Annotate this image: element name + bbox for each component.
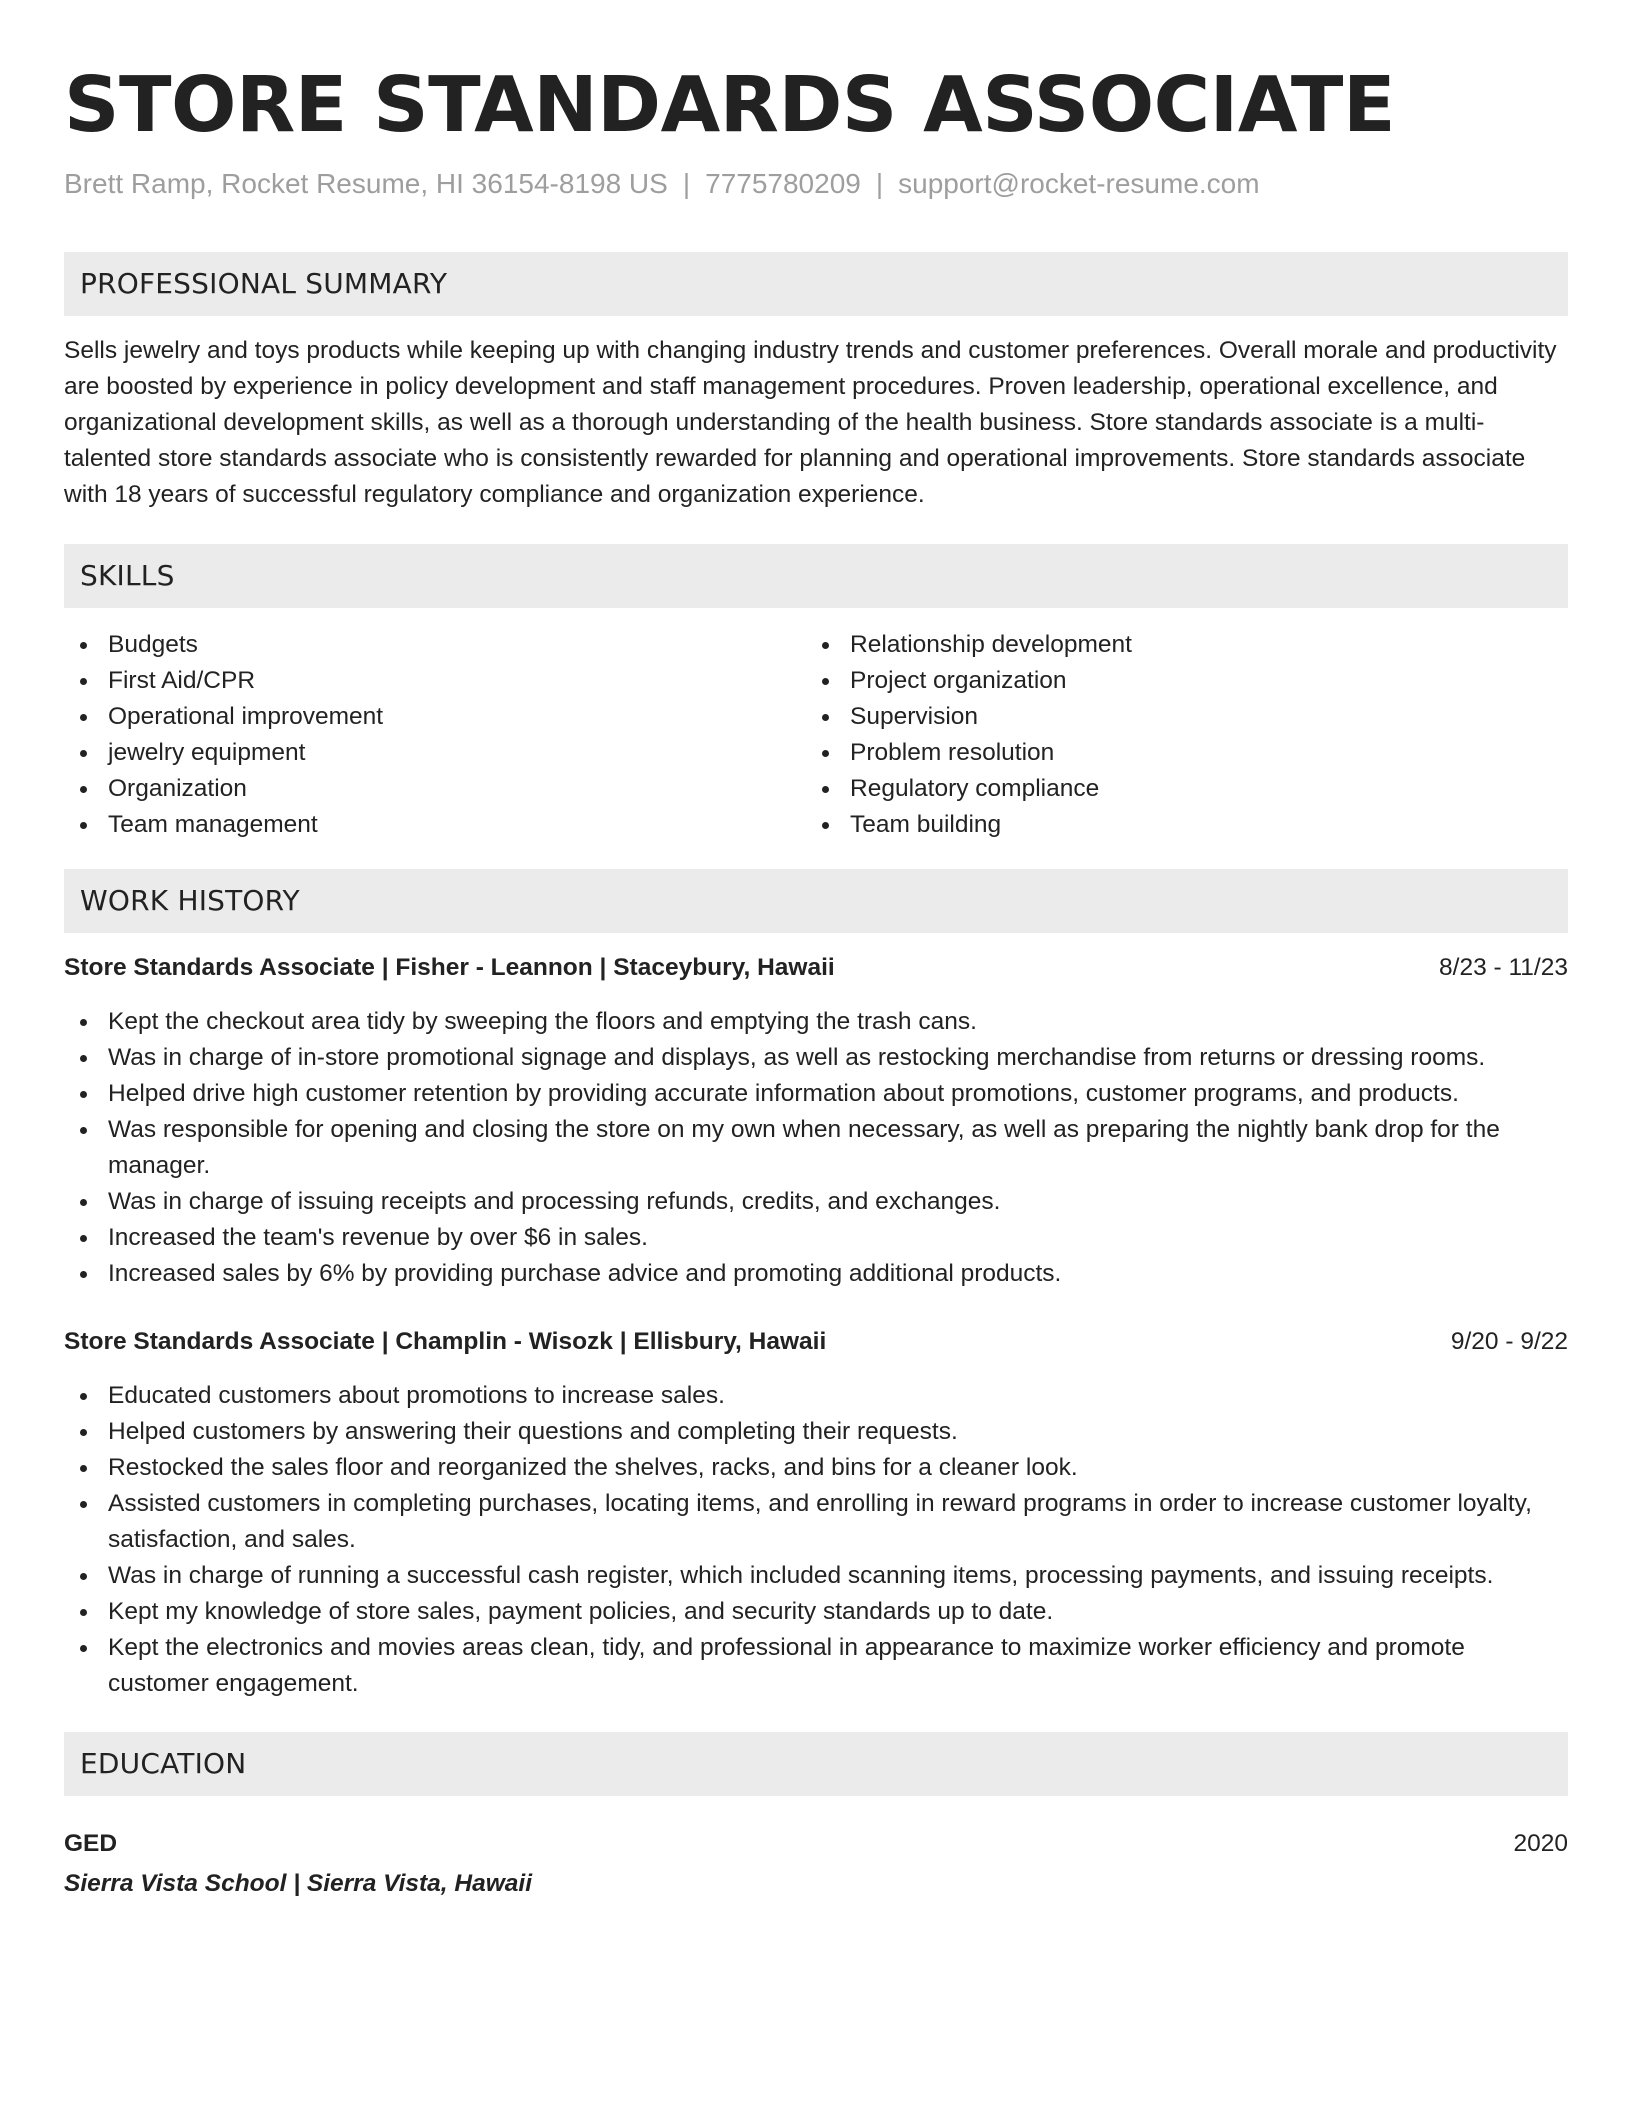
education-entry xyxy=(64,1826,1568,1897)
job-entry xyxy=(64,950,1568,1292)
job-bullet: Assisted customers in completing purchases, locating items, and enrolling in reward programs in order to increase customer loyalty, satisfaction, and sales. xyxy=(64,1486,1568,1558)
job-bullet: Kept the electronics and movies areas clean, tidy, and professional in appearance to maximize worker efficiency and promote customer engagement. xyxy=(64,1630,1568,1702)
contact-separator: | xyxy=(875,168,884,199)
job-header xyxy=(64,1324,1568,1360)
section-header-work-history xyxy=(64,869,1568,933)
job-bullets xyxy=(64,1004,1568,1292)
skill-item: Budgets xyxy=(64,627,804,663)
education-header xyxy=(64,1826,1568,1862)
job-dates: 9/20 - 9/22 xyxy=(1450,1328,1568,1355)
skill-item: Team management xyxy=(64,807,804,843)
skill-item: jewelry equipment xyxy=(64,735,804,771)
education-year: 2020 xyxy=(1513,1830,1568,1857)
section-title-work-history: WORK HISTORY xyxy=(80,884,300,917)
job-bullet: Educated customers about promotions to increase sales. xyxy=(64,1378,1568,1414)
job-bullets xyxy=(64,1378,1568,1702)
education-degree: GED xyxy=(64,1830,118,1857)
job-bullet: Was in charge of issuing receipts and processing refunds, credits, and exchanges. xyxy=(64,1184,1568,1220)
skills-list-left xyxy=(64,627,804,843)
job-header xyxy=(64,950,1568,986)
professional-summary-text: Sells jewelry and toys products while keeping up with changing industry trends and customer preferences. Overall morale and productivity are boosted by experience in policy development and staff management procedures. Proven leadership, operational excellence, and organizational development skills, as well as a thorough understanding of the health business. Store standards associate is a multi-talented store standards associate who is consistently rewarded for planning and operational improvements. Store standards associate with 18 years of successful regulatory compliance and organization experience. xyxy=(64,337,1557,508)
resume-title: STORE STANDARDS ASSOCIATE xyxy=(64,61,1396,150)
job-entry xyxy=(64,1324,1568,1702)
job-bullet: Restocked the sales floor and reorganized the shelves, racks, and bins for a cleaner look. xyxy=(64,1450,1568,1486)
section-title-summary: PROFESSIONAL SUMMARY xyxy=(80,267,448,300)
contact-separator: | xyxy=(682,168,691,199)
skill-item: Project organization xyxy=(806,663,1566,699)
section-header-education xyxy=(64,1732,1568,1796)
job-bullet: Helped drive high customer retention by providing accurate information about promotions, customer programs, and products. xyxy=(64,1076,1568,1112)
skill-item: First Aid/CPR xyxy=(64,663,804,699)
job-bullet: Kept the checkout area tidy by sweeping the floors and emptying the trash cans. xyxy=(64,1004,1568,1040)
section-title-skills: SKILLS xyxy=(80,559,175,592)
job-bullet: Kept my knowledge of store sales, payment policies, and security standards up to date. xyxy=(64,1594,1568,1630)
section-header-skills xyxy=(64,544,1568,608)
job-bullet: Was in charge of in-store promotional signage and displays, as well as restocking merchandise from returns or dressing rooms. xyxy=(64,1040,1568,1076)
job-title: Store Standards Associate | Fisher - Leannon | Staceybury, Hawaii xyxy=(64,954,835,981)
contact-email: support@rocket-resume.com xyxy=(898,168,1260,199)
skills-list-right xyxy=(806,627,1566,843)
skill-item: Organization xyxy=(64,771,804,807)
job-title: Store Standards Associate | Champlin - Wisozk | Ellisbury, Hawaii xyxy=(64,1328,827,1355)
education-school: Sierra Vista School | Sierra Vista, Hawaii xyxy=(64,1870,533,1897)
skill-item: Operational improvement xyxy=(64,699,804,735)
contact-line xyxy=(64,166,1260,202)
job-dates: 8/23 - 11/23 xyxy=(1439,954,1568,981)
job-bullet: Increased the team's revenue by over $6 in sales. xyxy=(64,1220,1568,1256)
skill-item: Relationship development xyxy=(806,627,1566,663)
skill-item: Regulatory compliance xyxy=(806,771,1566,807)
job-bullet: Was in charge of running a successful cash register, which included scanning items, processing payments, and issuing receipts. xyxy=(64,1558,1568,1594)
section-header-summary xyxy=(64,252,1568,316)
contact-address: Brett Ramp, Rocket Resume, HI 36154-8198 US xyxy=(64,168,668,199)
skill-item: Problem resolution xyxy=(806,735,1566,771)
job-bullet: Helped customers by answering their questions and completing their requests. xyxy=(64,1414,1568,1450)
skill-item: Supervision xyxy=(806,699,1566,735)
job-bullet: Was responsible for opening and closing the store on my own when necessary, as well as preparing the nightly bank drop for the manager. xyxy=(64,1112,1568,1184)
job-bullet: Increased sales by 6% by providing purchase advice and promoting additional products. xyxy=(64,1256,1568,1292)
contact-phone: 7775780209 xyxy=(705,168,861,199)
skill-item: Team building xyxy=(806,807,1566,843)
section-title-education: EDUCATION xyxy=(80,1747,247,1780)
